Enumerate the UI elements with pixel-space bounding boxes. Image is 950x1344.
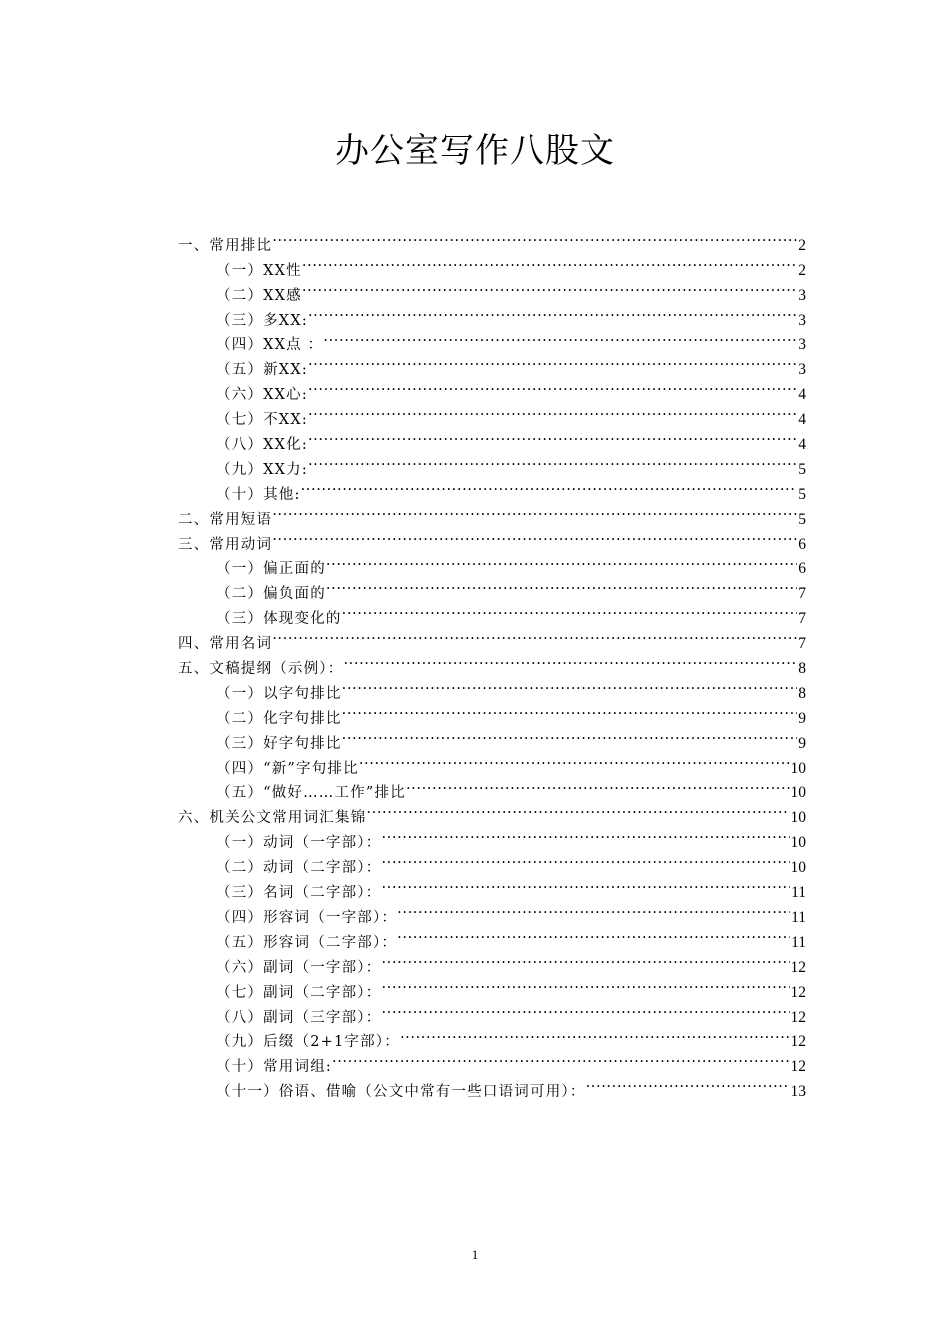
- toc-dot-leader: [272, 623, 797, 648]
- toc-entry-page: 13: [790, 1083, 806, 1101]
- toc-dot-leader: [397, 897, 790, 922]
- toc-dot-leader: [406, 773, 790, 798]
- toc-entry-page: 5: [798, 485, 806, 503]
- toc-entry-label: （三）多XX:: [216, 312, 308, 329]
- toc-dot-leader: [326, 549, 797, 574]
- toc-dot-leader: [359, 748, 790, 773]
- toc-entry-page: 4: [798, 386, 806, 404]
- toc-entry-page: 10: [790, 859, 806, 877]
- toc-dot-leader: [302, 250, 797, 275]
- toc-dot-leader: [308, 399, 797, 424]
- toc-entry-label: （七）不XX:: [216, 412, 308, 429]
- toc-entry-page: 10: [790, 784, 806, 802]
- toc-entry-page: 3: [798, 336, 806, 354]
- toc-entry-label: 三、常用动词: [178, 536, 273, 553]
- toc-entry-label: 四、常用名词: [178, 636, 273, 653]
- toc-entry-page: 3: [798, 311, 806, 329]
- toc-entry-label: （九）XX力:: [216, 461, 308, 478]
- toc-dot-leader: [381, 972, 789, 997]
- toc-dot-leader: [343, 648, 797, 673]
- toc-entry-label: （三）体现变化的: [216, 611, 342, 628]
- toc-dot-leader: [308, 349, 797, 374]
- toc-entry-page: 12: [790, 1033, 806, 1051]
- toc-entry-label: （八）副词（三字部）：: [216, 1009, 382, 1026]
- toc-entry[interactable]: [178, 623, 806, 653]
- toc-entry-label: （二）化字句排比: [216, 710, 342, 727]
- toc-entry-page: 11: [791, 933, 806, 951]
- toc-entry-page: 8: [798, 660, 806, 678]
- toc-entry-label: （十）常用词组:: [216, 1059, 332, 1076]
- toc-entry-label: （三）名词（二字部）：: [216, 885, 382, 902]
- toc-entry-label: （一）以字句排比: [216, 685, 342, 702]
- toc-entry-label: 一、常用排比: [178, 237, 273, 254]
- toc-dot-leader: [308, 449, 797, 474]
- toc-entry-page: 8: [798, 684, 806, 702]
- page-number: 1: [471, 1247, 479, 1262]
- toc-entry-label: （二）动词（二字部）：: [216, 860, 382, 877]
- toc-dot-leader: [326, 573, 797, 598]
- page-title: 办公室写作八股文: [335, 131, 615, 171]
- toc-entry-page: 2: [798, 236, 806, 254]
- toc-entry-page: 7: [798, 585, 806, 603]
- toc-dot-leader: [323, 325, 797, 350]
- toc-entry-page: 11: [791, 884, 806, 902]
- toc-entry-page: 10: [790, 834, 806, 852]
- toc-entry-page: 5: [798, 510, 806, 528]
- toc-entry-page: 7: [798, 610, 806, 628]
- toc-entry[interactable]: [178, 225, 806, 254]
- toc-dot-leader: [586, 1071, 790, 1096]
- toc-entry-label: （一）动词（一字部）：: [216, 835, 382, 852]
- toc-entry-page: 2: [798, 261, 806, 279]
- toc-dot-leader: [308, 300, 797, 325]
- toc-entry[interactable]: [178, 524, 806, 553]
- toc-entry[interactable]: [178, 499, 806, 528]
- toc-entry-page: 4: [798, 411, 806, 429]
- toc-entry-label: （十一）俗语、借喻（公文中常有一些口语词可用）：: [216, 1084, 586, 1101]
- toc-entry-label: 六、机关公文常用词汇集锦: [178, 810, 367, 827]
- toc-dot-leader: [342, 673, 798, 698]
- toc-entry-page: 10: [790, 759, 806, 777]
- toc-dot-leader: [381, 822, 789, 847]
- toc-entry-label: （五）形容词（二字部）：: [216, 934, 398, 951]
- toc-entry-label: （五）新XX:: [216, 362, 308, 379]
- toc-dot-leader: [272, 499, 797, 524]
- toc-entry-page: 10: [790, 809, 806, 827]
- toc-entry-label: （八）XX化:: [216, 437, 308, 454]
- toc-dot-leader: [308, 424, 797, 449]
- toc-entry-label: （二）XX感: [216, 287, 302, 304]
- toc-entry-page: 4: [798, 436, 806, 454]
- toc-dot-leader: [308, 374, 797, 399]
- toc-dot-leader: [301, 474, 798, 499]
- toc-dot-leader: [400, 1022, 790, 1047]
- toc-dot-leader: [342, 598, 798, 623]
- toc-entry-label: （六）副词（一字部）：: [216, 959, 382, 976]
- toc-entry-page: 9: [798, 709, 806, 727]
- toc-entry-label: （三）好字句排比: [216, 735, 342, 752]
- toc-entry-page: 11: [791, 908, 806, 926]
- toc-entry-label: 五、文稿提纲（示例）：: [178, 661, 344, 678]
- toc-entry-label: （九）后缀（2+1字部）：: [216, 1034, 400, 1051]
- toc-dot-leader: [397, 922, 790, 947]
- toc-entry-page: 12: [790, 1008, 806, 1026]
- toc-dot-leader: [272, 225, 797, 250]
- toc-dot-leader: [381, 847, 789, 872]
- toc-dot-leader: [272, 524, 797, 549]
- toc-entry-label: （二）偏负面的: [216, 586, 326, 603]
- toc-entry-page: 5: [798, 460, 806, 478]
- toc-entry-label: （四）XX点 ：: [216, 337, 324, 354]
- toc-dot-leader: [332, 1046, 790, 1071]
- toc-entry-label: （五）“做好……工作”排比: [216, 785, 406, 802]
- toc-entry-label: （一）XX性: [216, 262, 302, 279]
- toc-dot-leader: [381, 997, 789, 1022]
- toc-entry-label: （七）副词（二字部）：: [216, 984, 382, 1001]
- toc-dot-leader: [381, 947, 789, 972]
- toc-dot-leader: [302, 275, 797, 300]
- toc-dot-leader: [381, 872, 790, 897]
- toc-entry-label: （四）“新”字句排比: [216, 760, 359, 777]
- toc-entry-page: 6: [798, 560, 806, 578]
- toc-entry-label: （四）形容词（一字部）：: [216, 909, 398, 926]
- table-of-contents: [178, 225, 806, 1101]
- toc-entry-page: 6: [798, 535, 806, 553]
- toc-dot-leader: [366, 797, 789, 822]
- toc-dot-leader: [342, 723, 798, 748]
- toc-entry-label: （十）其他:: [216, 486, 301, 503]
- toc-entry-page: 12: [790, 983, 806, 1001]
- toc-entry-page: 12: [790, 958, 806, 976]
- toc-entry-page: 9: [798, 734, 806, 752]
- toc-entry-page: 3: [798, 361, 806, 379]
- toc-dot-leader: [342, 698, 798, 723]
- toc-entry-page: 12: [790, 1058, 806, 1076]
- toc-entry-label: （六）XX心:: [216, 387, 308, 404]
- toc-entry-page: 3: [798, 286, 806, 304]
- toc-entry-label: 二、常用短语: [178, 511, 273, 528]
- toc-entry-label: （一）偏正面的: [216, 561, 326, 578]
- toc-entry-page: 7: [798, 635, 806, 653]
